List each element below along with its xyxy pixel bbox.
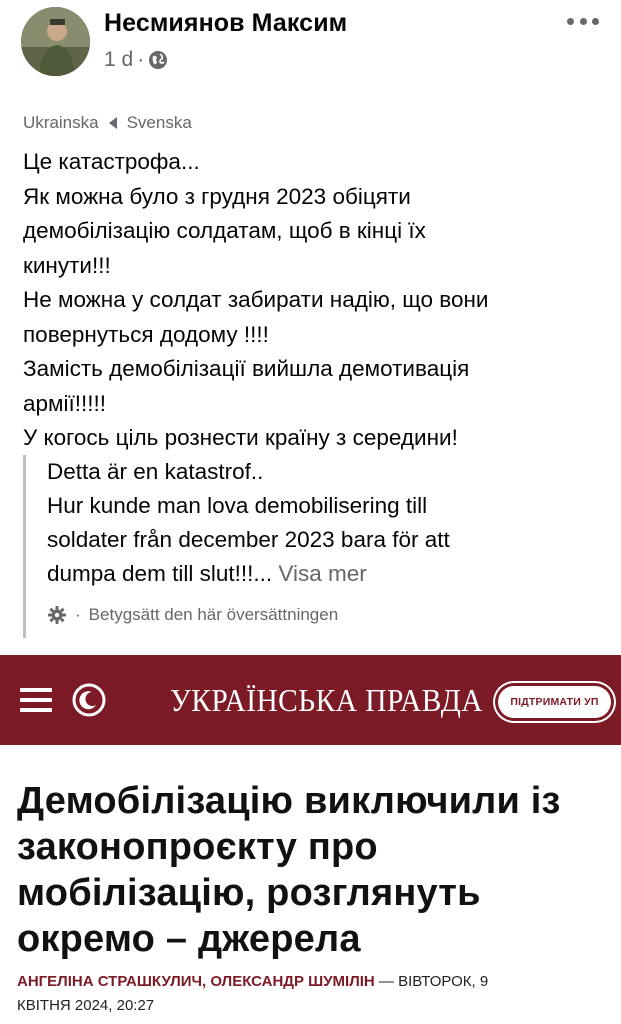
- site-logo-text[interactable]: УКРАЇНСЬКА ПРАВДА: [170, 682, 484, 718]
- article-headline[interactable]: [17, 778, 617, 962]
- translated-line: soldater från december 2023 bara för att: [47, 527, 450, 552]
- translation-toggle[interactable]: [23, 113, 192, 133]
- rate-translation-label[interactable]: Betygsätt den här översättningen: [88, 605, 339, 624]
- menu-icon[interactable]: [20, 688, 52, 712]
- see-more-link[interactable]: Visa mer: [278, 561, 367, 586]
- post-body-line: повернуться додому !!!!: [23, 321, 269, 347]
- byline-line-1: [17, 970, 607, 994]
- rate-translation[interactable]: [47, 605, 338, 625]
- post-body-line: демобілізацію солдатам, щоб в кінці їх: [23, 218, 426, 243]
- arrow-left-icon: [107, 116, 119, 130]
- avatar[interactable]: [21, 7, 90, 76]
- translated-line-last: [47, 557, 613, 591]
- translated-line: Hur kunde man lova demobilisering till: [47, 493, 428, 518]
- post-time[interactable]: 1 d: [104, 48, 134, 71]
- meta-separator: ·: [137, 48, 145, 71]
- article-date-part1: — ВІВТОРОК, 9: [374, 973, 489, 990]
- post-header: [0, 0, 621, 92]
- translated-line: dumpa dem till slut!!!...: [47, 561, 273, 586]
- post-body-line: Це катастрофа...: [23, 149, 200, 174]
- author-name[interactable]: Несмиянов Максим: [104, 9, 348, 37]
- article-byline: [17, 970, 607, 1018]
- post-body-line: У когось ціль рознести країну з середини!: [23, 425, 458, 450]
- avatar-image: [21, 7, 90, 76]
- post-body-line: армії!!!!!: [23, 390, 107, 416]
- source-language[interactable]: Ukrainska: [23, 113, 99, 132]
- translation-block: [23, 455, 613, 638]
- headline-line: окремо – джерела: [17, 918, 361, 960]
- post-body: [23, 145, 603, 456]
- support-button[interactable]: ПІДТРИМАТИ УП: [498, 686, 611, 718]
- translated-line: Detta är en katastrof..: [47, 459, 264, 484]
- more-options-icon[interactable]: [567, 18, 599, 28]
- gear-icon: [47, 605, 67, 625]
- post-body-line: Як можна було з грудня 2023 обіцяти: [23, 183, 411, 209]
- post-body-line: кинути!!!: [23, 252, 111, 278]
- headline-line: Демобілізацію виключили із: [17, 780, 561, 822]
- headline-line: мобілізацію, розглянуть: [17, 872, 481, 914]
- news-site-header: [0, 655, 621, 745]
- post-body-line: Замість демобілізації вийшла демотивація: [23, 356, 470, 381]
- translated-text: [47, 455, 613, 591]
- article-authors[interactable]: АНГЕЛІНА СТРАШКУЛИЧ, ОЛЕКСАНДР ШУМІЛІН: [17, 973, 375, 990]
- rate-separator: ·: [75, 605, 81, 624]
- article-date-part2: КВІТНЯ 2024, 20:27: [17, 997, 155, 1014]
- target-language[interactable]: Svenska: [126, 113, 192, 132]
- moon-icon[interactable]: [72, 683, 106, 717]
- headline-line: законопроєкту про: [17, 826, 378, 868]
- post-meta: [104, 48, 168, 72]
- post-body-line: Не можна у солдат забирати надію, що вони: [23, 287, 489, 312]
- globe-icon: [148, 50, 168, 70]
